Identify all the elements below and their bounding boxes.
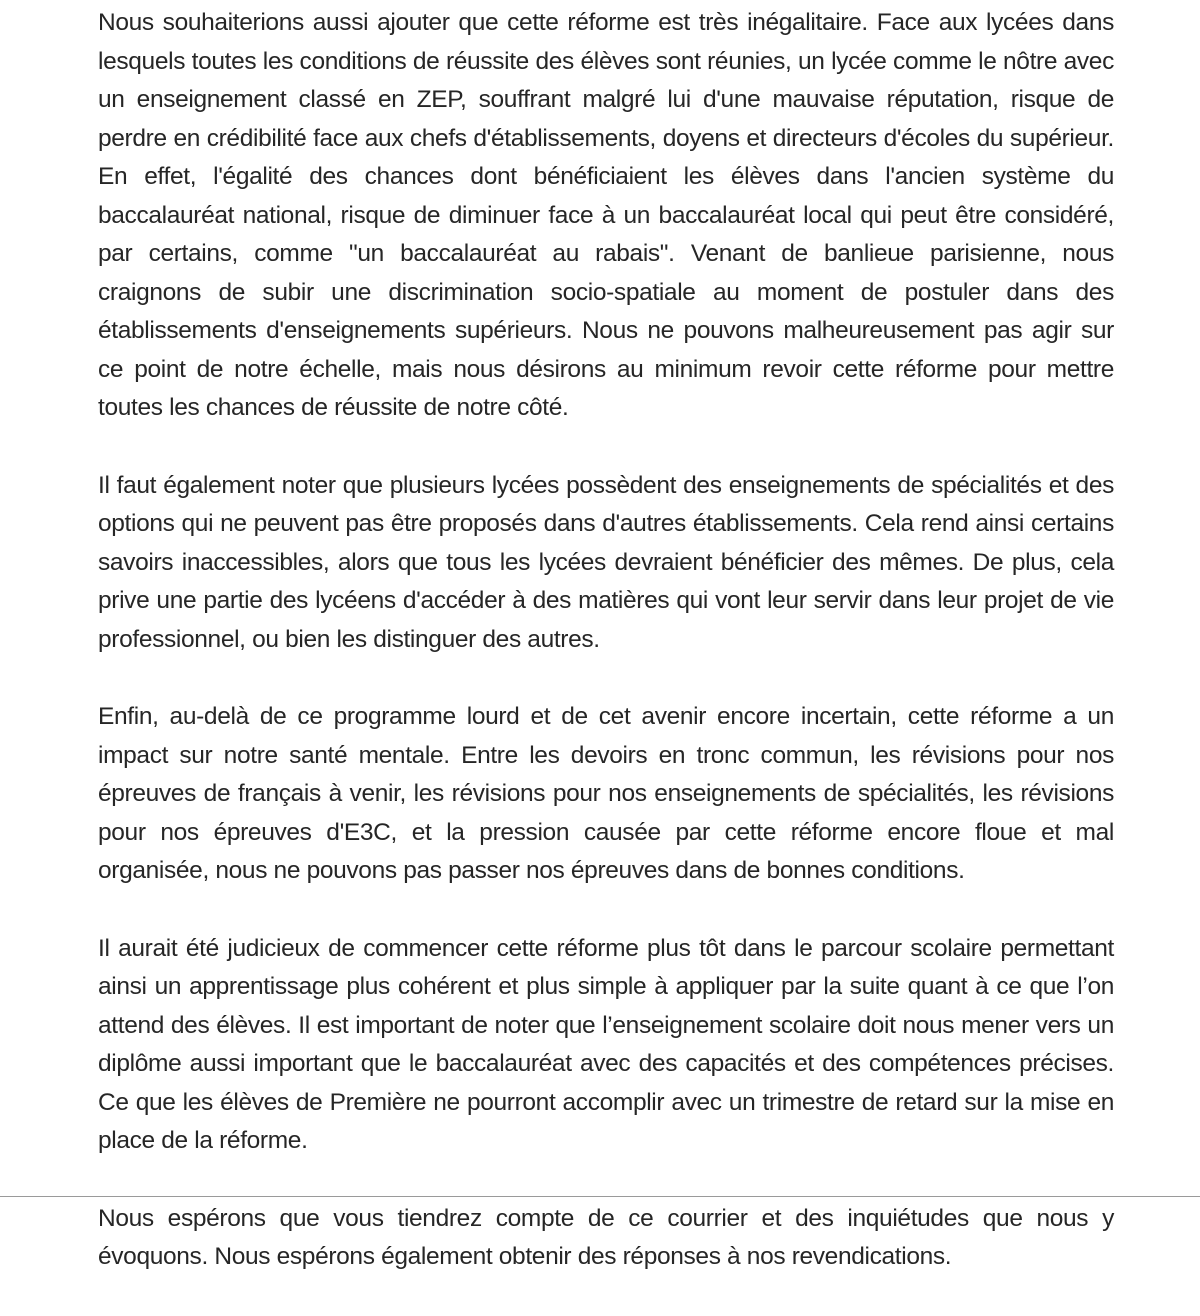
paragraph-timing: Il aurait été judicieux de commencer cette réforme plus tôt dans le parcour scolaire permettant ainsi un apprentissage plus cohérent et plus simple à appliquer par la suite quant à ce que l’on attend des élèves. Il est important de noter que l’enseignement scolaire doit nous mener vers un diplôme aussi important que le baccalauréat avec des capacités et des compétences précises. Ce que les élèves de Première ne pourront accomplir avec un trimestre de retard sur la mise en place de la réforme.: [98, 934, 1114, 1154]
page-bottom-divider: [0, 1196, 1200, 1197]
paragraph-mental-health: Enfin, au-delà de ce programme lourd et de cet avenir encore incertain, cette réforme a un impact sur notre santé mentale. Entre les devoirs en tronc commun, les révisions pour nos épreuves de français à venir, les révisions pour nos enseignements de spécialités, les révisions pour nos épreuves d'E3C, et la pression causée par cette réforme encore floue et mal organisée, nous ne pouvons pas passer nos épreuves dans de bonnes conditions.: [98, 703, 1114, 884]
paragraph-specialities: Il faut également noter que plusieurs lycées possèdent des enseignements de spécialités et des options qui ne peuvent pas être proposés dans d'autres établissements. Cela rend ainsi certains savoirs inaccessibles, alors que tous les lycées devraient bénéficier des mêmes. De plus, cela prive une partie des lycéens d'accéder à des matières qui vont leur servir dans leur projet de vie professionnel, ou bien les distinguer des autres.: [98, 471, 1114, 653]
paragraph-inequality: Nous souhaiterions aussi ajouter que cette réforme est très inégalitaire. Face aux lycées dans lesquels toutes les conditions de réussite des élèves sont réunies, un lycée comme le nôtre avec un enseignement classé en ZEP, souffrant malgré lui d'une mauvaise réputation, risque de perdre en crédibilité face aux chefs d'établissements, doyens et directeurs d'écoles du supérieur. En effet, l'égalité des chances dont bénéficiaient les élèves dans l'ancien système du baccalauréat national, risque de diminuer face à un baccalauréat local qui peut être considéré, par certains, comme "un baccalauréat au rabais". Venant de banlieue parisienne, nous craignons de subir une discrimination socio-spatiale au moment de postuler dans des établissements d'enseignements supérieurs. Nous ne pouvons malheureusement pas agir sur ce point de notre échelle, mais nous désirons au minimum revoir cette réforme pour mettre toutes les chances de réussite de notre côté.: [98, 9, 1114, 421]
letter-body: [98, 4, 1114, 1316]
paragraph-closing: Nous espérons que vous tiendrez compte de ce courrier et des inquiétudes que nous y évoquons. Nous espérons également obtenir des réponses à nos revendications.: [98, 1204, 1114, 1270]
